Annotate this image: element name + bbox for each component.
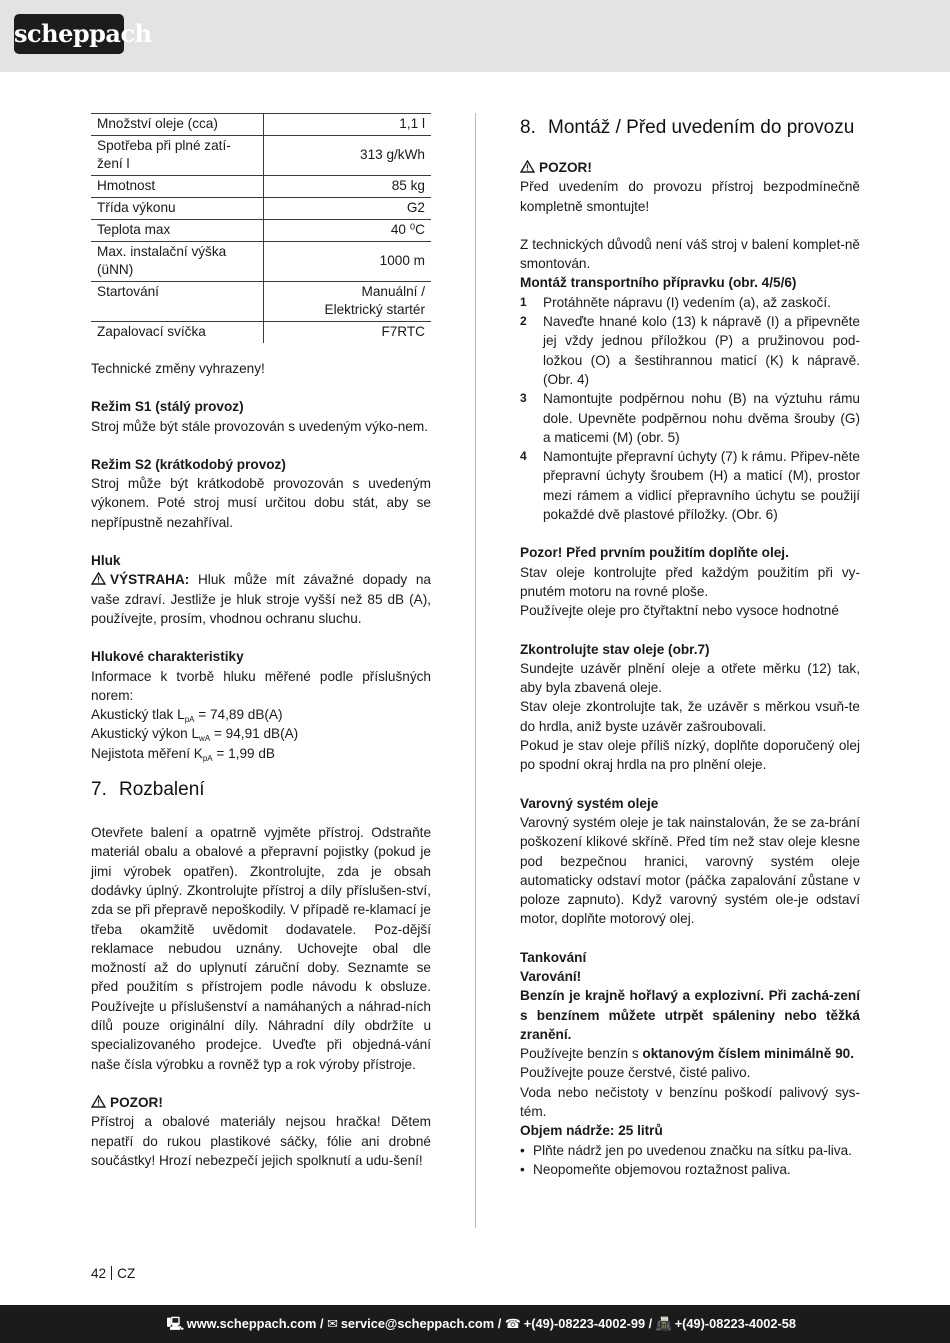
noise-warning bbox=[91, 570, 431, 628]
spec-value: G2 bbox=[264, 198, 432, 220]
noise-warning-text: Hluk může mít závažné dopady na vaše zdraví. Jestliže je hluk stroje vyšší než 85 dB (A), používejte, prosím, vhodnou ochranu sluchu. bbox=[91, 572, 431, 626]
s2-text: Stroj může být krátkodobě provozován s uvedeným výkonem. Poté stroj musí určitou dobu stát, aby se nepřípustně nezahříval. bbox=[91, 476, 431, 530]
check-oil-heading: Zkontrolujte stav oleje (obr.7) bbox=[520, 641, 710, 657]
tech-changes-note: Technické změny vyhrazeny! bbox=[91, 361, 265, 376]
s1-heading: Režim S1 (stálý provoz) bbox=[91, 399, 244, 415]
spec-value: 1,1 l bbox=[264, 114, 432, 136]
fuel-heading: Tankování bbox=[520, 949, 587, 965]
noise-heading: Hluk bbox=[91, 553, 121, 569]
spec-value: Manuální / Elektrický startér bbox=[264, 282, 432, 322]
s1-text: Stroj může být stále provozován s uvedeným výko-nem. bbox=[91, 418, 428, 434]
warning-triangle-icon bbox=[91, 572, 106, 585]
caution-left-text: Přístroj a obalové materiály nejsou hračka! Dětem nepatří do rukou plastikové sáčky, fólie ani drobné součástky! Hrozí nebezpečí jejich spolknutí a udu-šení! bbox=[91, 1114, 431, 1168]
oil-warning-system-heading: Varovný systém oleje bbox=[520, 795, 659, 811]
tech-reasons-text: Z technických důvodů není váš stroj v balení komplet-ně smontován. bbox=[520, 236, 860, 272]
email-link[interactable]: service@scheppach.com bbox=[340, 1316, 495, 1331]
spec-key: Max. instalační výška (üNN) bbox=[91, 242, 264, 282]
table-row bbox=[91, 114, 431, 136]
assembly-steps bbox=[520, 293, 860, 525]
caution-right-text: Před uvedením do provozu přístroj bezpodmínečně kompletně smontujte! bbox=[520, 179, 860, 214]
list-item: • Plňte nádrž jen po uvedenou značku na sítku pa-liva. bbox=[520, 1141, 860, 1160]
spec-key: Spotřeba při plné zatí- žení l bbox=[91, 136, 264, 176]
table-row bbox=[91, 176, 431, 198]
warning-triangle-icon bbox=[520, 160, 535, 173]
page-header bbox=[0, 0, 950, 72]
spec-key: Startování bbox=[91, 282, 264, 322]
website-link[interactable]: www.scheppach.com bbox=[186, 1316, 317, 1331]
caution-left bbox=[91, 1093, 431, 1112]
spec-key: Zapalovací svíčka bbox=[91, 322, 264, 344]
spec-value: 85 kg bbox=[264, 176, 432, 198]
column-divider bbox=[475, 113, 476, 1228]
list-item: 3 Namontujte podpěrnou nohu (B) na výztuhu rámu dole. Upevněte podpěrnou nohu dvěma šrouby (G) a maticemi (M) (obr. 5) bbox=[520, 391, 860, 445]
oil-first-text-2: Používejte oleje pro čtyřtaktní nebo vysoce hodnotné bbox=[520, 603, 839, 619]
spec-key: Hmotnost bbox=[91, 176, 264, 198]
tank-volume-heading: Objem nádrže: 25 litrů bbox=[520, 1123, 663, 1139]
check-oil-text-2: Stav oleje zkontrolujte tak, že uzávěr s měrkou vsuň-te do hrdla, aniž byste uzávěr zašroubovali. bbox=[520, 699, 860, 734]
oil-first-text-1: Stav oleje kontrolujte před každým použitím při vy-pnutém motoru na rovné ploše. bbox=[520, 564, 860, 599]
spec-value: 313 g/kWh bbox=[264, 136, 432, 176]
spec-key: Třída výkonu bbox=[91, 198, 264, 220]
table-row bbox=[91, 242, 431, 282]
list-item: 2 Naveďte hnané kolo (13) k nápravě (I) a připevněte jej vždy jednou příložkou (P) a pružinovou pod-ložkou (O) a šestihrannou maticí (K) k nápravě. (Obr. 4) bbox=[520, 314, 860, 387]
noise-char-text: Informace k tvorbě hluku měřené podle příslušných norem: bbox=[91, 668, 431, 703]
list-item: 4 Namontujte přepravní úchyty (7) k rámu. Připev-něte přepravní úchyty šroubem (H) a maticí (M), prostor mezi rámem a vidlicí přepravního úchytu se použijí pokaždé dvě plastové příložky. (Obr. 6) bbox=[520, 449, 860, 523]
caution-left-label: POZOR! bbox=[110, 1094, 163, 1110]
table-row bbox=[91, 322, 431, 344]
fuel-bullets bbox=[520, 1141, 860, 1180]
kpa-line: Nejistota měření $K_{pA} = 1,99$ dB bbox=[91, 745, 275, 763]
spec-key: Teplota max bbox=[91, 220, 264, 242]
oil-warning-system-text: Varovný systém oleje je tak nainstalován, že se za-brání poškození klikové skříně. Před tím než stav oleje klesne pod bezpečnou hranici, varovný systém oleje automaticky odstaví motor (páčka zapalování zůstane v poloze zapnuto). Když varovný systém ole-je odstaví motor, doplňte motorový olej. bbox=[520, 814, 860, 927]
spec-value: F7RTC bbox=[264, 322, 432, 344]
scheppach-logo: scheppach bbox=[14, 14, 124, 54]
table-row bbox=[91, 220, 431, 242]
spec-value: 1000 m bbox=[264, 242, 432, 282]
list-item: • Neopomeňte objemovou roztažnost paliva. bbox=[520, 1160, 860, 1179]
caution-right bbox=[520, 158, 860, 177]
email-icon: ✉ bbox=[327, 1316, 338, 1331]
fax-icon: 📠 bbox=[655, 1316, 672, 1331]
fuel-warning-text: Benzín je krajně hořlavý a explozivní. Při zachá-zení s benzínem můžete utrpět spáleniny nebo těžká zranění. bbox=[520, 988, 860, 1042]
fax-number: +(49)-08223-4002-58 bbox=[674, 1316, 796, 1331]
caution-right-label: POZOR! bbox=[539, 160, 592, 175]
s2-heading: Režim S2 (krátkodobý provoz) bbox=[91, 456, 286, 472]
check-oil-text-3: Pokud je stav oleje příliš nízký, doplňte doporučený olej po spodní okraj hrdla na pro plnění oleje. bbox=[520, 738, 860, 773]
spec-table bbox=[91, 113, 431, 343]
spec-value: 40 ⁰C bbox=[264, 220, 432, 242]
fuel-water: Voda nebo nečistoty v benzínu poškodí palivový sys-tém. bbox=[520, 1084, 860, 1120]
page-number: 42 CZ bbox=[91, 1266, 136, 1281]
oil-first-heading: Pozor! Před prvním použitím doplňte olej. bbox=[520, 545, 789, 561]
left-column bbox=[91, 113, 431, 1170]
lwa-line: Akustický výkon $L_{wA} = 94,91$ dB(A) bbox=[91, 726, 299, 744]
noise-warning-label: VÝSTRAHA: bbox=[110, 572, 190, 588]
right-column bbox=[520, 113, 860, 1179]
table-row bbox=[91, 136, 431, 176]
lpa-line: Akustický tlak $L_{pA} = 74,89$ dB(A) bbox=[91, 707, 283, 725]
section-8-heading: 8. Montáž / Před uvedením do provozu bbox=[520, 117, 855, 138]
phone-number: +(49)-08223-4002-99 bbox=[523, 1316, 646, 1331]
table-row bbox=[91, 282, 431, 322]
section-7-heading: 7. Rozbalení bbox=[91, 779, 205, 801]
check-oil-text-1: Sundejte uzávěr plnění oleje a otřete měrku (12) tak, aby byla zbavená oleje. bbox=[520, 660, 860, 696]
noise-char-heading: Hlukové charakteristiky bbox=[91, 649, 244, 665]
phone-icon: ☎ bbox=[504, 1316, 521, 1331]
footer-contact-bar: 🖳 www.scheppach.com / ✉ service@scheppach.com / ☎ +(49)-08223-4002-99 / 📠 +(49)-08223-4002-58 bbox=[0, 1305, 950, 1343]
table-row bbox=[91, 198, 431, 220]
fuel-fresh: Používejte pouze čerstvé, čisté palivo. bbox=[520, 1065, 751, 1081]
fuel-warning-label: Varování! bbox=[520, 968, 582, 984]
section-7-text: Otevřete balení a opatrně vyjměte přístroj. Odstraňte materiál obalu a obalové a přepravní pojistky (pokud je jimi výrobek opatřen). Zkontrolujte, zda je obsah dodávky úplný. Zkontrolujte přístroj a díly příslušen-ství, zda se při přepravě nepoškodily. V případě re-klamací je třeba okamžitě uvědomit dodavatele. Poz-dější reklamace nebudou uznány. Uchovejte obal dle možností až do uplynutí záruční doby. Seznamte se před použitím s přístrojem podle návodu k obsluze. Používejte u příslušenství a namáhaných a náhrad-ních dílů pouze originální díly. Náhradní díly obdržíte u specializovaného prodejce. Uveďte při objedná-vání naše čísla výrobku a rovněž typ a rok výroby přístroje. bbox=[91, 825, 431, 1072]
spec-key: Množství oleje (cca) bbox=[91, 114, 264, 136]
transport-heading: Montáž transportního přípravku (obr. 4/5/6) bbox=[520, 275, 797, 291]
computer-icon: 🖳 bbox=[166, 1316, 184, 1331]
warning-triangle-icon bbox=[91, 1095, 106, 1108]
fuel-octane: Používejte benzín s oktanovým číslem minimálně 90. bbox=[520, 1046, 854, 1062]
list-item: 1 Protáhněte nápravu (I) vedením (a), až zaskočí. bbox=[520, 294, 831, 310]
